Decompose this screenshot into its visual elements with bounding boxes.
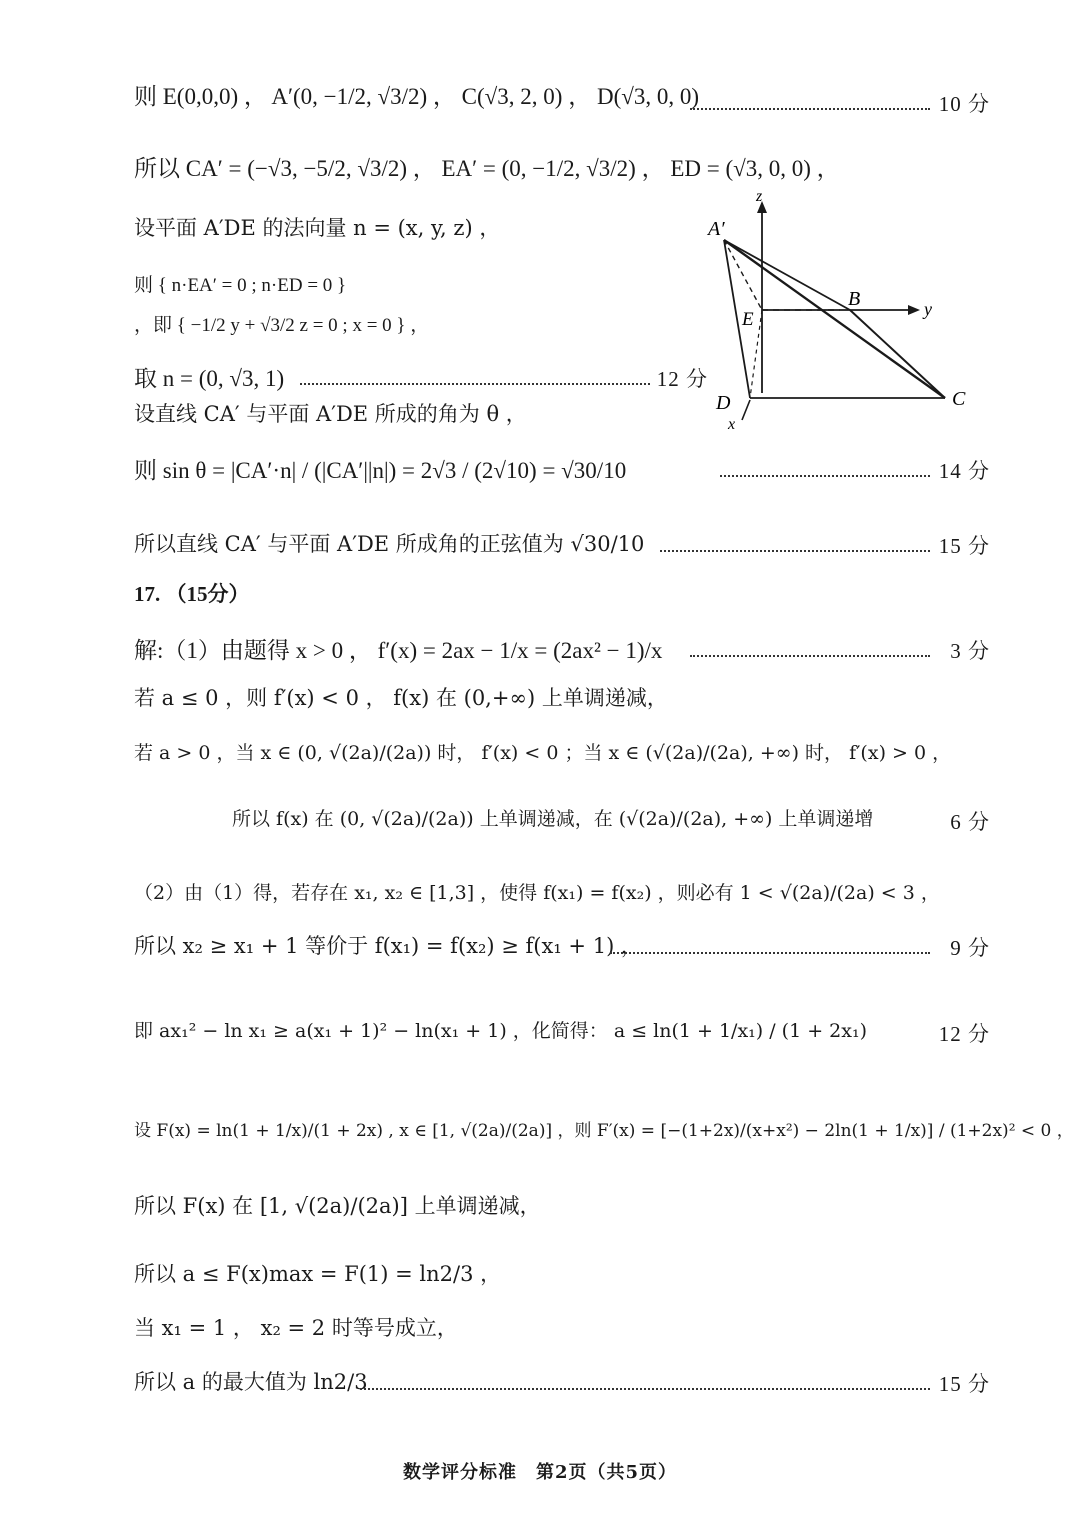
- page-footer: 数学评分标准 第2页（共5页）: [402, 1462, 678, 1483]
- score-3: 3 分: [946, 635, 990, 665]
- a-bound-text: 所以 a ≤ F(x)max = F(1) = ln2/3 ，: [134, 1262, 502, 1286]
- case-a-positive: [134, 738, 992, 765]
- question-17-heading: 17. （15分）: [134, 582, 250, 606]
- equality-case: [134, 1312, 992, 1342]
- score-15b: 15 分: [935, 1368, 990, 1398]
- label-C: C: [952, 388, 966, 410]
- label-x: x: [728, 416, 736, 433]
- equivalence-text: 所以 x₂ ≥ x₁ + 1 等价于 f(x₁) = f(x₂) ≥ f(x₁ + 1) ，: [134, 934, 642, 958]
- case-a-nonpositive: [134, 682, 992, 712]
- derivative-text: 解:（1）由题得 x > 0 ， f′(x) = 2ax − 1/x = (2ax² − 1)/x: [134, 638, 663, 663]
- score-9: 9 分: [946, 932, 990, 962]
- equation-system: [134, 270, 680, 297]
- max-a: [134, 1366, 992, 1396]
- F-monotonic: [134, 1190, 992, 1220]
- equation-system-2: [134, 310, 680, 337]
- angle-setup-text: 设直线 CA′ 与平面 A′DE 所成的角为 θ ，: [134, 402, 527, 426]
- score-15a: 15 分: [935, 530, 990, 560]
- edge-BC: [850, 310, 945, 398]
- label-B: B: [848, 288, 861, 310]
- simplify-text: 即 ax₁² − ln x₁ ≥ a(x₁ + 1)² − ln(x₁ + 1) ，化简得： a ≤ ln(1 + 1/x₁) / (1 + 2x₁): [134, 1020, 868, 1042]
- normal-vector-setup-text: 设平面 A′DE 的法向量 n = (x, y, z) ，: [134, 216, 501, 240]
- F-definition: [134, 1116, 1074, 1141]
- x-axis: [742, 400, 750, 420]
- score-12a: 12 分: [653, 363, 708, 393]
- case-a-nonpositive-text: 若 a ≤ 0 ，则 f′(x) < 0 ， f(x) 在 (0,+∞) 上单调递减，: [134, 686, 668, 710]
- coordinates-line: [134, 78, 992, 111]
- score-6: 6 分: [946, 806, 990, 836]
- simplify-line: [134, 1016, 992, 1043]
- max-a-text: 所以 a 的最大值为 ln2/3: [134, 1370, 368, 1394]
- label-y: y: [924, 299, 932, 319]
- F-definition-text: 设 F(x) = ln(1 + 1/x)/(1 + 2x) , x ∈ [1, √(2a)/(2a)] ，则 F′(x) = [−(1+2x)/(x+x²) − 2ln(1 + 1/x)] / (1+2x)² < 0 ，: [134, 1121, 1074, 1141]
- vectors-text: 所以 CA′ = (−√3, −5/2, √3/2) ， EA′ = (0, −1/2, √3/2) ， ED = (√3, 0, 0) ，: [134, 156, 840, 181]
- normal-vector-text: 取 n = (0, √3, 1): [134, 366, 285, 391]
- system-1: 则 { n·EA′ = 0 ; n·ED = 0 }: [134, 275, 347, 296]
- label-z: z: [756, 188, 763, 205]
- monotonic-conclusion: [232, 804, 992, 831]
- geometry-figure: [690, 185, 990, 435]
- y-arrow-icon: [908, 305, 920, 315]
- leader-dots: [690, 655, 930, 657]
- edge-AC: [724, 240, 945, 398]
- monotonic-conclusion-text: 所以 f(x) 在 (0, √(2a)/(2a)) 上单调递减，在 (√(2a)/(2a), +∞) 上单调递增: [232, 808, 874, 830]
- coordinates-text: 则 E(0,0,0) ， A′(0, −1/2, √3/2) ， C(√3, 2, 0) ， D(√3, 0, 0): [134, 84, 700, 109]
- part2-existence: [134, 878, 992, 905]
- score-10: 10 分: [935, 88, 990, 118]
- vectors-line: [134, 150, 992, 183]
- sine-calc-text: 则 sin θ = |CA′·n| / (|CA′||n|) = 2√3 / (2√10) = √30/10: [134, 458, 627, 483]
- equivalence-line: [134, 930, 992, 960]
- leader-dots: [300, 383, 650, 385]
- label-D: D: [716, 392, 731, 414]
- a-bound: [134, 1258, 992, 1288]
- score-14: 14 分: [935, 455, 990, 485]
- score-12b: 12 分: [935, 1018, 990, 1048]
- system-2: ，即 { −1/2 y + √3/2 z = 0 ; x = 0 } ，: [134, 315, 430, 336]
- derivative-line: [134, 632, 992, 665]
- case-a-positive-text: 若 a > 0 ，当 x ∈ (0, √(2a)/(2a)) 时， f′(x) < 0 ；当 x ∈ (√(2a)/(2a), +∞) 时， f′(x) > 0 ，: [134, 742, 952, 764]
- leader-dots: [690, 108, 930, 110]
- leader-dots: [360, 1388, 930, 1390]
- sine-result-text: 所以直线 CA′ 与平面 A′DE 所成角的正弦值为 √30/10: [134, 532, 645, 556]
- leader-dots: [720, 475, 930, 477]
- F-monotonic-text: 所以 F(x) 在 [1, √(2a)/(2a)] 上单调递减，: [134, 1194, 541, 1218]
- part2-existence-text: （2）由（1）得，若存在 x₁, x₂ ∈ [1,3] ，使得 f(x₁) = f(x₂) ，则必有 1 < √(2a)/(2a) < 3 ，: [134, 882, 940, 904]
- leader-dots: [660, 550, 930, 552]
- label-A: A′: [708, 218, 725, 240]
- label-E: E: [742, 309, 754, 330]
- sine-result: [134, 528, 992, 558]
- sine-calc: [134, 452, 992, 485]
- equality-case-text: 当 x₁ = 1 ， x₂ = 2 时等号成立，: [134, 1316, 458, 1340]
- leader-dots: [610, 952, 930, 954]
